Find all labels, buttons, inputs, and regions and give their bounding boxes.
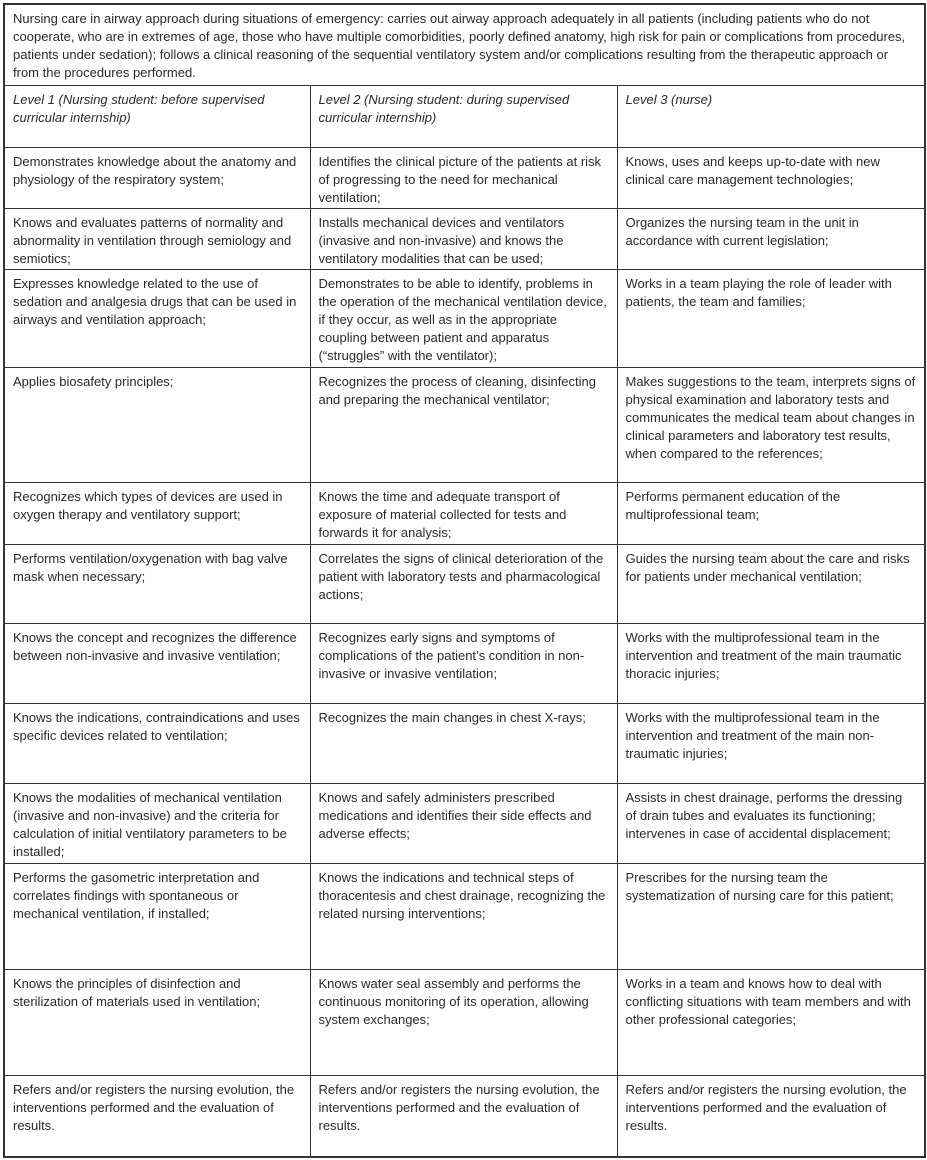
cell-level-2: Knows the indications and technical steps of thoracentesis and chest drainage, recognizing the related nursing interventions; [310, 863, 617, 969]
cell-level-1: Recognizes which types of devices are used in oxygen therapy and ventilatory support; [4, 482, 310, 544]
cell-level-1: Knows the concept and recognizes the difference between non-invasive and invasive ventilation; [4, 623, 310, 703]
cell-level-1: Knows the indications, contraindications and uses specific devices related to ventilation; [4, 703, 310, 783]
cell-level-2: Knows and safely administers prescribed medications and identifies their side effects and adverse effects; [310, 783, 617, 863]
table-row [4, 208, 925, 269]
table-row [4, 1075, 925, 1157]
cell-level-1: Performs the gasometric interpretation and correlates findings with spontaneous or mechanical ventilation, if installed; [4, 863, 310, 969]
table-row [4, 703, 925, 783]
cell-level-3: Organizes the nursing team in the unit in accordance with current legislation; [617, 208, 925, 269]
cell-level-3: Performs permanent education of the multiprofessional team; [617, 482, 925, 544]
cell-level-1: Knows and evaluates patterns of normality and abnormality in ventilation through semiology and semiotics; [4, 208, 310, 269]
table-row [4, 367, 925, 482]
cell-level-2: Knows the time and adequate transport of exposure of material collected for tests and forwards it for analysis; [310, 482, 617, 544]
cell-level-1: Applies biosafety principles; [4, 367, 310, 482]
header-level-1: Level 1 (Nursing student: before supervised curricular internship) [4, 85, 310, 147]
cell-level-2: Installs mechanical devices and ventilators (invasive and non-invasive) and knows the ventilatory modalities that can be used; [310, 208, 617, 269]
cell-level-3: Works in a team playing the role of leader with patients, the team and families; [617, 269, 925, 367]
cell-level-3: Refers and/or registers the nursing evolution, the interventions performed and the evaluation of results. [617, 1075, 925, 1157]
cell-level-3: Knows, uses and keeps up-to-date with new clinical care management technologies; [617, 147, 925, 208]
cell-level-1: Performs ventilation/oxygenation with bag valve mask when necessary; [4, 544, 310, 623]
table-title: Nursing care in airway approach during situations of emergency: carries out airway approach adequately in all patients (including patients who do not cooperate, who are in extremes of age, those who have multiple comorbidities, poorly defined anatomy, high risk for pain or complications from procedures, patients under sedation); follows a clinical reasoning of the sequential ventilatory system and/or complications resulting from the therapeutic approach or from the procedures performed. [4, 4, 925, 85]
cell-level-1: Refers and/or registers the nursing evolution, the interventions performed and the evaluation of results. [4, 1075, 310, 1157]
table-row [4, 544, 925, 623]
header-row [4, 85, 925, 147]
cell-level-3: Assists in chest drainage, performs the dressing of drain tubes and evaluates its functioning; intervenes in case of accidental displacement; [617, 783, 925, 863]
cell-level-2: Refers and/or registers the nursing evolution, the interventions performed and the evaluation of results. [310, 1075, 617, 1157]
cell-level-2: Identifies the clinical picture of the patients at risk of progressing to the need for mechanical ventilation; [310, 147, 617, 208]
header-level-2: Level 2 (Nursing student: during supervised curricular internship) [310, 85, 617, 147]
cell-level-2: Correlates the signs of clinical deterioration of the patient with laboratory tests and pharmacological actions; [310, 544, 617, 623]
cell-level-3: Prescribes for the nursing team the systematization of nursing care for this patient; [617, 863, 925, 969]
cell-level-1: Demonstrates knowledge about the anatomy and physiology of the respiratory system; [4, 147, 310, 208]
cell-level-1: Knows the principles of disinfection and sterilization of materials used in ventilation; [4, 969, 310, 1075]
cell-level-2: Knows water seal assembly and performs the continuous monitoring of its operation, allowing system exchanges; [310, 969, 617, 1075]
competency-table [3, 3, 926, 1158]
cell-level-3: Works in a team and knows how to deal with conflicting situations with team members and with other professional categories; [617, 969, 925, 1075]
table-row [4, 147, 925, 208]
table-title-row [4, 4, 925, 85]
cell-level-2: Recognizes early signs and symptoms of complications of the patient’s condition in non-invasive or invasive ventilation; [310, 623, 617, 703]
table-row [4, 482, 925, 544]
cell-level-3: Works with the multiprofessional team in the intervention and treatment of the main traumatic thoracic injuries; [617, 623, 925, 703]
cell-level-3: Works with the multiprofessional team in the intervention and treatment of the main non-traumatic injuries; [617, 703, 925, 783]
cell-level-2: Demonstrates to be able to identify, problems in the operation of the mechanical ventilation device, if they occur, as well as in the appropriate coupling between patient and apparatus (“struggles” with the ventilator); [310, 269, 617, 367]
table-row [4, 623, 925, 703]
cell-level-2: Recognizes the main changes in chest X-rays; [310, 703, 617, 783]
cell-level-1: Knows the modalities of mechanical ventilation (invasive and non-invasive) and the criteria for calculation of initial ventilatory parameters to be installed; [4, 783, 310, 863]
cell-level-3: Makes suggestions to the team, interprets signs of physical examination and laboratory tests and communicates the medical team about changes in clinical parameters and laboratory test results, when compared to the references; [617, 367, 925, 482]
table-row [4, 269, 925, 367]
header-level-3: Level 3 (nurse) [617, 85, 925, 147]
table-row [4, 863, 925, 969]
table-row [4, 783, 925, 863]
cell-level-1: Expresses knowledge related to the use of sedation and analgesia drugs that can be used in airways and ventilation approach; [4, 269, 310, 367]
cell-level-3: Guides the nursing team about the care and risks for patients under mechanical ventilation; [617, 544, 925, 623]
table-row [4, 969, 925, 1075]
cell-level-2: Recognizes the process of cleaning, disinfecting and preparing the mechanical ventilator; [310, 367, 617, 482]
